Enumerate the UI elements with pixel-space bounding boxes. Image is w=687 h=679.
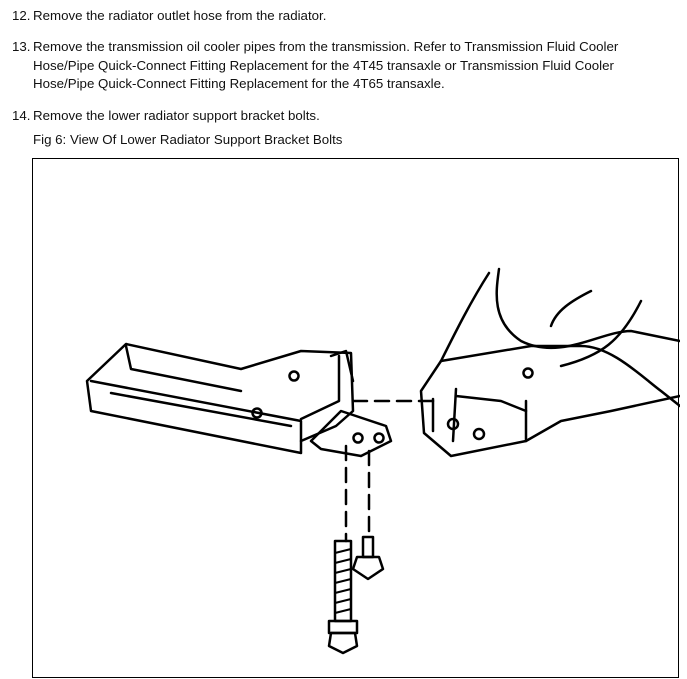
figure-frame [32,158,679,678]
alignment-lines [346,401,441,541]
step-number: 13. [12,39,31,54]
long-bolt [329,541,357,653]
step-14 [12,107,672,126]
step-number: 12. [12,8,31,23]
step-number: 14. [12,108,31,123]
step-text: Remove the radiator outlet hose from the radiator. [33,8,327,23]
step-text: Remove the lower radiator support bracket bolts. [33,108,320,123]
figure-caption: Fig 6: View Of Lower Radiator Support Bracket Bolts [33,132,343,147]
step-13 [12,38,672,94]
step-text: Remove the transmission oil cooler pipes from the transmission. Refer to Transmission Fluid Cooler Hose/Pipe Quick-Connect Fitting Replacement for the 4T45 transaxle or Transmission Fluid Cooler Hose/Pipe Quick-Connect Fitting Replacement for the 4T65 transaxle. [33,39,619,91]
right-frame [421,269,680,456]
left-bracket [87,344,391,456]
short-bolt [353,537,383,579]
bracket-bolts-illustration [33,159,680,679]
step-12 [12,7,672,26]
